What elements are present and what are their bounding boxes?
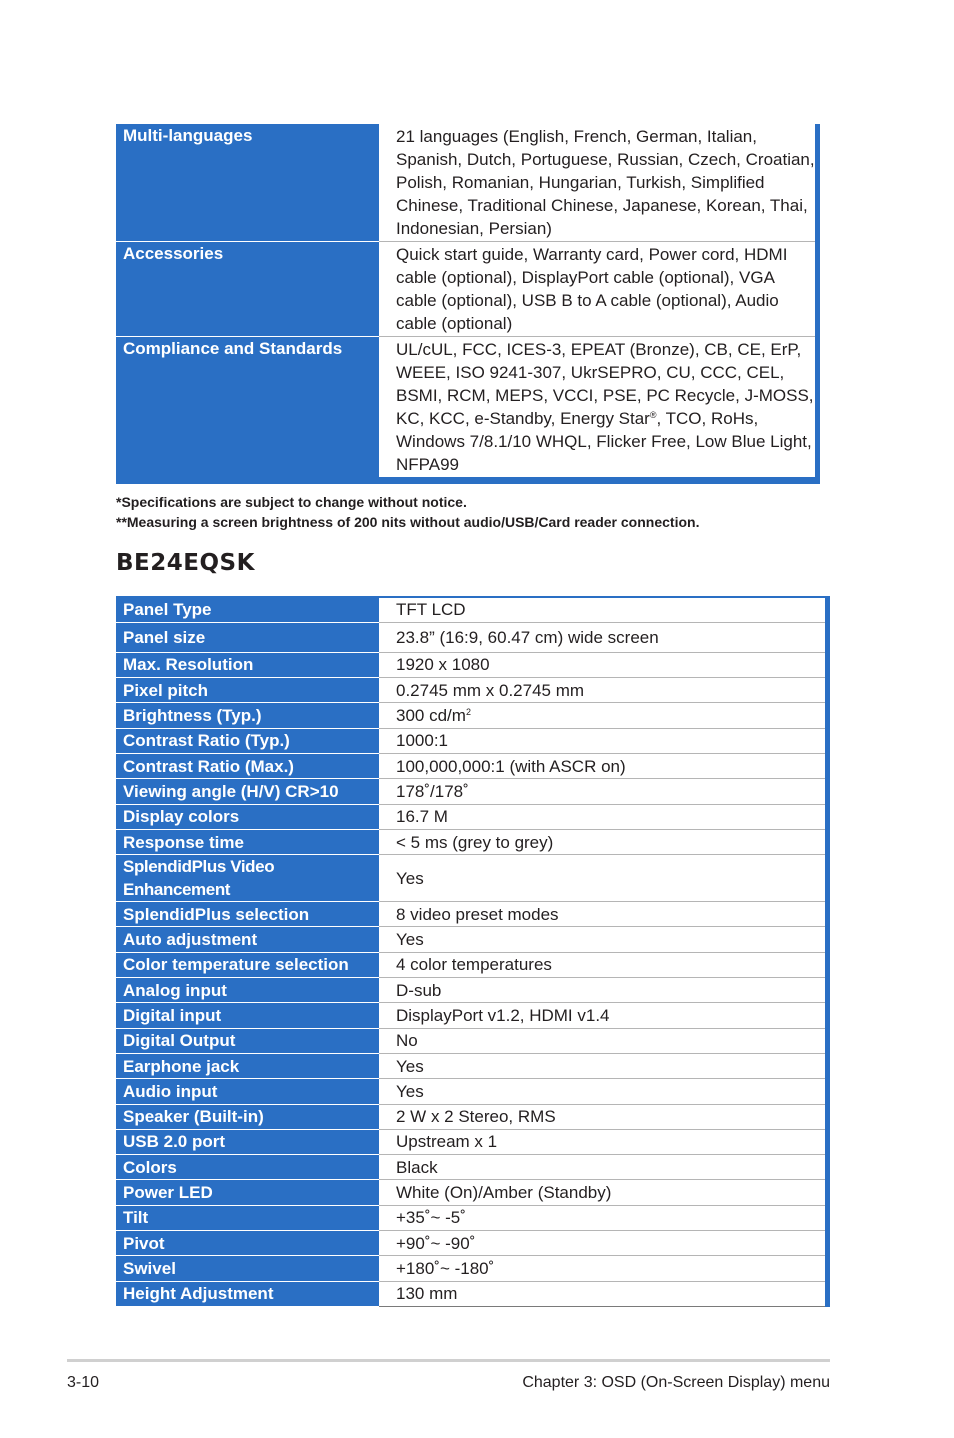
table-row — [116, 1028, 828, 1053]
spec-label: Color temperature selection — [116, 952, 379, 977]
table-row — [116, 337, 818, 481]
spec-value: White (On)/Amber (Standby) — [379, 1180, 828, 1205]
table-row — [116, 779, 828, 804]
spec-label: Panel Type — [116, 597, 379, 622]
table-row — [116, 1205, 828, 1230]
table-row — [116, 703, 828, 728]
spec-value: 100,000,000:1 (with ASCR on) — [379, 753, 828, 778]
table-row — [116, 952, 828, 977]
spec-value: TFT LCD — [379, 597, 828, 622]
table-row — [116, 728, 828, 753]
spec-label: SplendidPlus Video Enhancement — [116, 855, 379, 902]
table-row — [116, 855, 828, 902]
spec-value — [379, 337, 818, 481]
spec-value: Black — [379, 1155, 828, 1180]
table-row — [116, 124, 818, 242]
spec-value: 4 color temperatures — [379, 952, 828, 977]
specs-table — [116, 596, 830, 1307]
spec-label: Swivel — [116, 1256, 379, 1281]
spec-label: Audio input — [116, 1079, 379, 1104]
spec-label: Earphone jack — [116, 1053, 379, 1078]
spec-label: Colors — [116, 1155, 379, 1180]
spec-label: Brightness (Typ.) — [116, 703, 379, 728]
spec-label: Pixel pitch — [116, 678, 379, 703]
footnote: *Specifications are subject to change without notice. — [116, 494, 467, 510]
table-row — [116, 1231, 828, 1256]
table-row — [116, 927, 828, 952]
table-row — [116, 1003, 828, 1028]
spec-value: Upstream x 1 — [379, 1129, 828, 1154]
chapter-title: Chapter 3: OSD (On-Screen Display) menu — [522, 1374, 830, 1391]
spec-label: Tilt — [116, 1205, 379, 1230]
spec-value: D-sub — [379, 978, 828, 1003]
spec-value: 1000:1 — [379, 728, 828, 753]
spec-label: Accessories — [116, 242, 379, 337]
model-title: BE24EQSK — [116, 550, 255, 576]
spec-value: +90˚~ -90˚ — [379, 1231, 828, 1256]
spec-value: Quick start guide, Warranty card, Power cord, HDMI cable (optional), DisplayPort cable (optional), VGA cable (optional), USB B to A cable (optional), Audio cable (optional) — [379, 242, 818, 337]
spec-label: Speaker (Built-in) — [116, 1104, 379, 1129]
spec-value: 16.7 M — [379, 804, 828, 829]
spec-label: Digital input — [116, 1003, 379, 1028]
table-row — [116, 1180, 828, 1205]
spec-label: Multi-languages — [116, 124, 379, 242]
spec-value-part: , TCO, RoHs, Windows 7/8.1/10 WHQL, Flicker Free, Low Blue Light, NFPA99 — [396, 409, 812, 474]
spec-value: 23.8” (16:9, 60.47 cm) wide screen — [379, 622, 828, 652]
spec-value: 130 mm — [379, 1281, 828, 1306]
spec-label: Contrast Ratio (Max.) — [116, 753, 379, 778]
table-row — [116, 678, 828, 703]
spec-label: Viewing angle (H/V) CR>10 — [116, 779, 379, 804]
specs-table-continued — [116, 124, 820, 484]
spec-label: Max. Resolution — [116, 652, 379, 677]
spec-label: SplendidPlus selection — [116, 902, 379, 927]
table-row — [116, 242, 818, 337]
table-row — [116, 1281, 828, 1306]
spec-label: Compliance and Standards — [116, 337, 379, 481]
spec-value: DisplayPort v1.2, HDMI v1.4 — [379, 1003, 828, 1028]
page-number: 3-10 — [67, 1374, 100, 1391]
spec-label: Panel size — [116, 622, 379, 652]
spec-value: +35˚~ -5˚ — [379, 1205, 828, 1230]
spec-value: Yes — [379, 855, 828, 902]
table-row — [116, 652, 828, 677]
spec-value-text: 300 cd/m — [396, 706, 466, 726]
table-row — [116, 1053, 828, 1078]
table-row — [116, 622, 828, 652]
spec-value: 2 W x 2 Stereo, RMS — [379, 1104, 828, 1129]
spec-value-part: UL/cUL, FCC, ICES-3, EPEAT (Bronze), CB, CE, ErP, WEEE, ISO 9241-307, UkrSEPRO, CU, CCC, CEL, BSMI, RCM, MEPS, VCCI, PSE, PC Recycle, J-MOSS, KC, KCC, e-Standby, Energy Star — [396, 340, 814, 428]
spec-value: 0.2745 mm x 0.2745 mm — [379, 678, 828, 703]
spec-value: < 5 ms (grey to grey) — [379, 829, 828, 854]
table-row — [116, 1104, 828, 1129]
table-row — [116, 902, 828, 927]
spec-value: Yes — [379, 1053, 828, 1078]
table-row — [116, 1129, 828, 1154]
spec-label: Pivot — [116, 1231, 379, 1256]
table-row — [116, 978, 828, 1003]
spec-value: Yes — [379, 1079, 828, 1104]
spec-label: Analog input — [116, 978, 379, 1003]
footnotes — [116, 492, 699, 532]
spec-label: Auto adjustment — [116, 927, 379, 952]
spec-label: Digital Output — [116, 1028, 379, 1053]
spec-label: Contrast Ratio (Typ.) — [116, 728, 379, 753]
table-row — [116, 1079, 828, 1104]
spec-label: Response time — [116, 829, 379, 854]
registered-mark: ® — [649, 410, 657, 420]
spec-value: 178˚/178˚ — [379, 779, 828, 804]
table-row — [116, 829, 828, 854]
spec-label: Power LED — [116, 1180, 379, 1205]
spec-value: 1920 x 1080 — [379, 652, 828, 677]
table-row — [116, 1155, 828, 1180]
table-row — [116, 1256, 828, 1281]
spec-value: 8 video preset modes — [379, 902, 828, 927]
spec-value: 21 languages (English, French, German, Italian, Spanish, Dutch, Portuguese, Russian, Czech, Croatian, Polish, Romanian, Hungarian, Turkish, Simplified Chinese, Traditional Chinese, Japanese, Korean, Thai, Indonesian, Persian) — [379, 124, 818, 242]
spec-value — [379, 703, 828, 728]
spec-value: +180˚~ -180˚ — [379, 1256, 828, 1281]
table-row — [116, 597, 828, 622]
spec-value: Yes — [379, 927, 828, 952]
footnote: **Measuring a screen brightness of 200 nits without audio/USB/Card reader connection. — [116, 514, 700, 530]
table-row — [116, 804, 828, 829]
spec-value: No — [379, 1028, 828, 1053]
footer-divider — [67, 1359, 830, 1362]
superscript: 2 — [465, 707, 471, 718]
spec-label: USB 2.0 port — [116, 1129, 379, 1154]
spec-label: Height Adjustment — [116, 1281, 379, 1306]
table-row — [116, 753, 828, 778]
spec-label: Display colors — [116, 804, 379, 829]
